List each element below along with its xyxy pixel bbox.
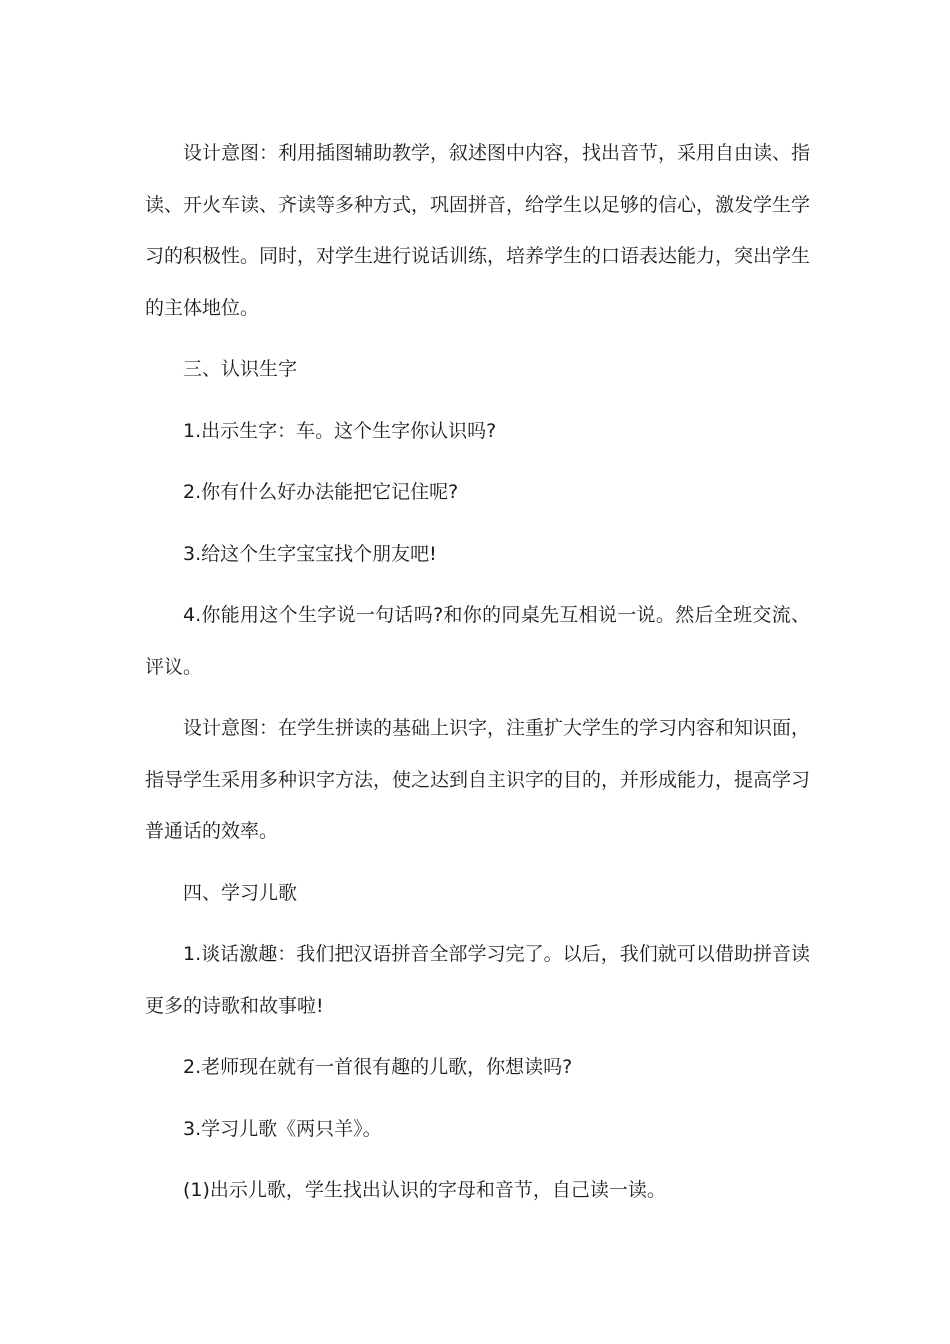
- paragraph-design-intent-2: 设计意图：在学生拼读的基础上识字，注重扩大学生的学习内容和知识面，指导学生采用多种识字方法，使之达到自主识字的目的，并形成能力，提高学习普通话的效率。: [145, 717, 811, 842]
- document-body: [145, 128, 810, 1217]
- list-item: 3.学习儿歌《两只羊》。: [183, 1117, 382, 1140]
- section-heading-3: 三、认识生字: [183, 358, 298, 380]
- section-heading-4: 四、学习儿歌: [183, 881, 298, 904]
- list-item: 2.你有什么好办法能把它记住呢?: [183, 481, 459, 503]
- list-item: 1.谈话激趣：我们把汉语拼音全部学习完了。以后，我们就可以借助拼音读更多的诗歌和故事啦!: [145, 943, 810, 1017]
- list-item: 2.老师现在就有一首很有趣的儿歌，你想读吗?: [183, 1056, 573, 1078]
- list-item: 4.你能用这个生字说一句话吗?和你的同桌先互相说一说。然后全班交流、评议。: [145, 604, 810, 678]
- list-item: 3.给这个生字宝宝找个朋友吧!: [183, 542, 437, 565]
- paragraph-design-intent-1: 设计意图：利用插图辅助教学，叙述图中内容，找出音节，采用自由读、指读、开火车读、齐读等多种方式，巩固拼音，给学生以足够的信心，激发学生学习的积极性。同时，对学生进行说话训练，培养学生的口语表达能力，突出学生的主体地位。: [145, 142, 811, 319]
- list-item: 1.出示生字：车。这个生字你认识吗?: [183, 419, 497, 442]
- list-item: (1)出示儿歌，学生找出认识的字母和音节，自己读一读。: [183, 1179, 666, 1201]
